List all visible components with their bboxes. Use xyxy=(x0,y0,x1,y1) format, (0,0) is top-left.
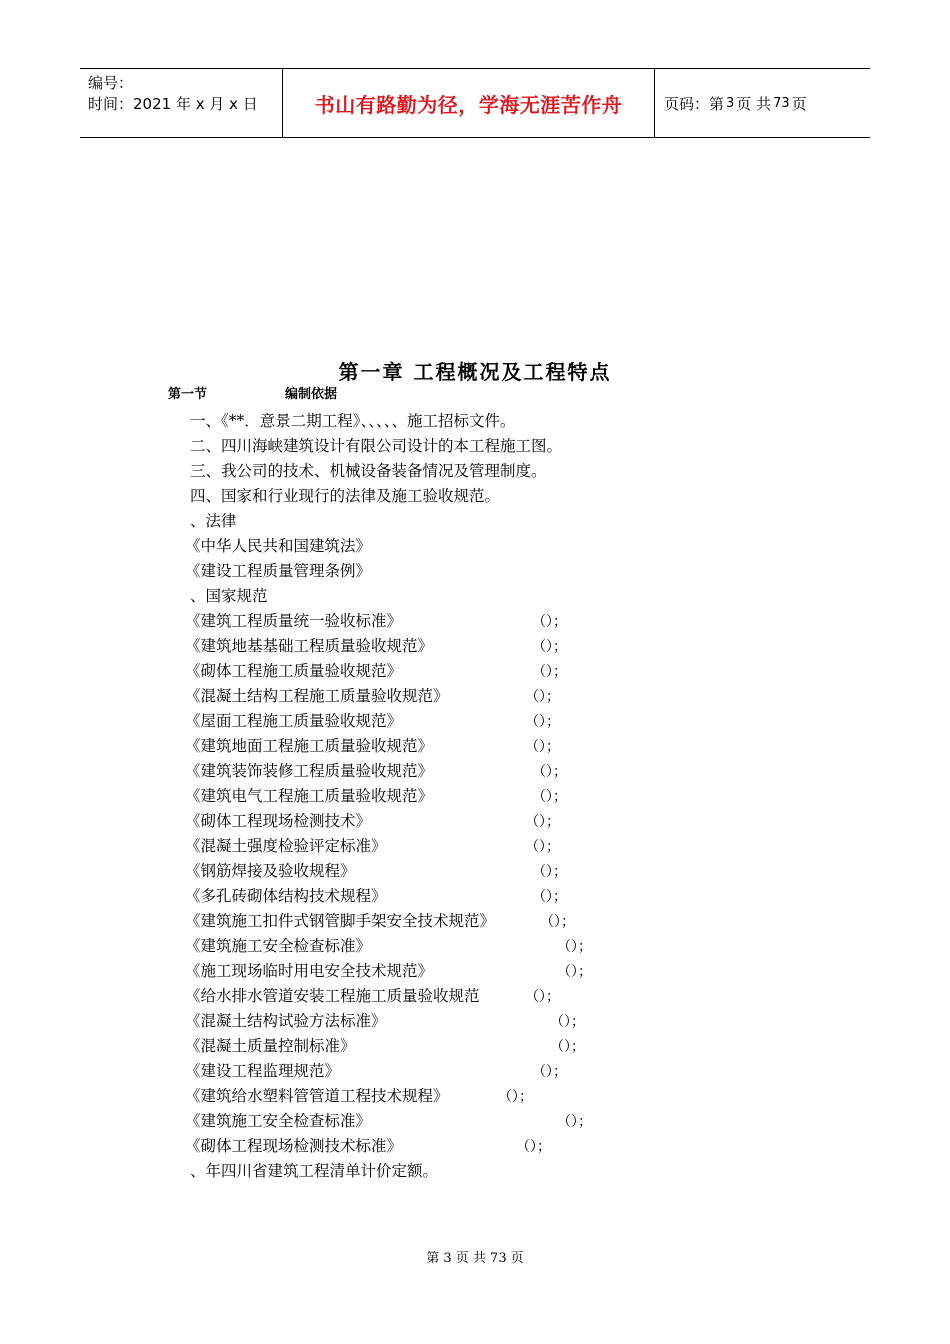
standard-item: 《建筑施工扣件式钢管脚手架安全技术规范》 xyxy=(185,912,496,930)
standard-item: 《砌体工程现场检测技术标准》 xyxy=(185,1137,403,1155)
standard-item: 《建筑电气工程施工质量验收规范》 xyxy=(185,787,434,805)
standard-item: 《混凝土质量控制标准》 xyxy=(185,1037,356,1055)
standard-code-placeholder: （）； xyxy=(557,939,592,955)
standard-item: 《钢筋焊接及验收规程》 xyxy=(185,862,356,880)
section-title: 编制依据 xyxy=(285,387,338,402)
law-heading: 、法律 xyxy=(190,512,237,530)
standard-code-placeholder: （）； xyxy=(525,739,560,755)
standard-code-placeholder: （）； xyxy=(532,614,567,630)
standard-code-placeholder: （）； xyxy=(525,839,560,855)
standard-code-placeholder: （）； xyxy=(516,1139,551,1155)
standard-item: 《砌体工程施工质量验收规范》 xyxy=(185,662,403,680)
standard-code-placeholder: （）； xyxy=(532,889,567,905)
standard-code-placeholder: （）； xyxy=(550,1039,585,1055)
standard-item: 《混凝土结构工程施工质量验收规范》 xyxy=(185,687,449,705)
page-total: 73 xyxy=(773,95,790,111)
standard-code-placeholder: （）； xyxy=(540,914,575,930)
standard-code-placeholder: （）； xyxy=(532,789,567,805)
standard-item: 《屋面工程施工质量验收规范》 xyxy=(185,712,403,730)
standard-code-placeholder: （）； xyxy=(525,714,560,730)
standard-code-placeholder: （）； xyxy=(525,814,560,830)
standard-item: 《混凝土结构试验方法标准》 xyxy=(185,1012,387,1030)
standard-item: 《建筑给水塑料管管道工程技术规程》 xyxy=(185,1087,449,1105)
standard-code-placeholder: （）； xyxy=(525,689,560,705)
standard-item: 《砌体工程现场检测技术》 xyxy=(185,812,372,830)
header-meta-cell xyxy=(80,69,283,137)
standard-code-placeholder: （）； xyxy=(532,664,567,680)
standard-code-placeholder: （）； xyxy=(532,764,567,780)
standard-item: 《建筑地基基础工程质量验收规范》 xyxy=(185,637,434,655)
intro-item: 二、四川海峡建筑设计有限公司设计的本工程施工图。 xyxy=(190,437,563,455)
intro-item: 一、《**．意景二期工程》、、、、、施工招标文件。 xyxy=(190,412,516,430)
standard-code-placeholder: （）； xyxy=(557,964,592,980)
standards-heading: 、国家规范 xyxy=(190,587,268,605)
page-mid: 页 共 xyxy=(736,94,772,113)
standard-item: 《建筑装饰装修工程质量验收规范》 xyxy=(185,762,434,780)
standard-code-placeholder: （）； xyxy=(525,989,560,1005)
standard-code-placeholder: （）； xyxy=(532,864,567,880)
page-footer: 第 3 页 共 73 页 xyxy=(426,1251,524,1266)
section-heading xyxy=(168,383,338,402)
intro-item: 三、我公司的技术、机械设备装备情况及管理制度。 xyxy=(190,462,547,480)
standard-code-placeholder: （）； xyxy=(498,1089,533,1105)
standard-code-placeholder: （）； xyxy=(557,1114,592,1130)
standard-item: 《建筑施工安全检查标准》 xyxy=(185,937,372,955)
page-current: 3 xyxy=(726,95,735,111)
standard-code-placeholder: （）； xyxy=(532,639,567,655)
standard-code-placeholder: （）； xyxy=(550,1014,585,1030)
standard-item: 《施工现场临时用电安全技术规范》 xyxy=(185,962,434,980)
law-item: 《建设工程质量管理条例》 xyxy=(185,562,372,580)
chapter-title: 第一章 工程概况及工程特点 xyxy=(338,360,612,384)
header-motto: 书山有路勤为径，学海无涯苦作舟 xyxy=(283,69,655,137)
standard-item: 《多孔砖砌体结构技术规程》 xyxy=(185,887,387,905)
document-header xyxy=(80,68,870,138)
law-item: 《中华人民共和国建筑法》 xyxy=(185,537,372,555)
intro-item: 四、国家和行业现行的法律及施工验收规范。 xyxy=(190,487,501,505)
standard-code-placeholder: （）； xyxy=(532,1064,567,1080)
section-label: 第一节 xyxy=(168,387,208,402)
standard-item: 《给水排水管道安装工程施工质量验收规范 xyxy=(185,987,480,1005)
page-prefix: 页码：第 xyxy=(664,94,725,113)
number-label: 编号： xyxy=(88,74,134,92)
standard-item: 《建筑工程质量统一验收标准》 xyxy=(185,612,403,630)
standard-item: 《混凝土强度检验评定标准》 xyxy=(185,837,387,855)
standard-item: 《建筑地面工程施工质量验收规范》 xyxy=(185,737,434,755)
closing-line: 、年四川省建筑工程清单计价定额。 xyxy=(190,1162,439,1180)
time-label: 时间：2021 年 x 月 x 日 xyxy=(88,95,258,113)
page-suffix: 页 xyxy=(791,94,807,113)
standard-item: 《建筑施工安全检查标准》 xyxy=(185,1112,372,1130)
standard-item: 《建设工程监理规范》 xyxy=(185,1062,341,1080)
header-page-info xyxy=(655,69,879,137)
